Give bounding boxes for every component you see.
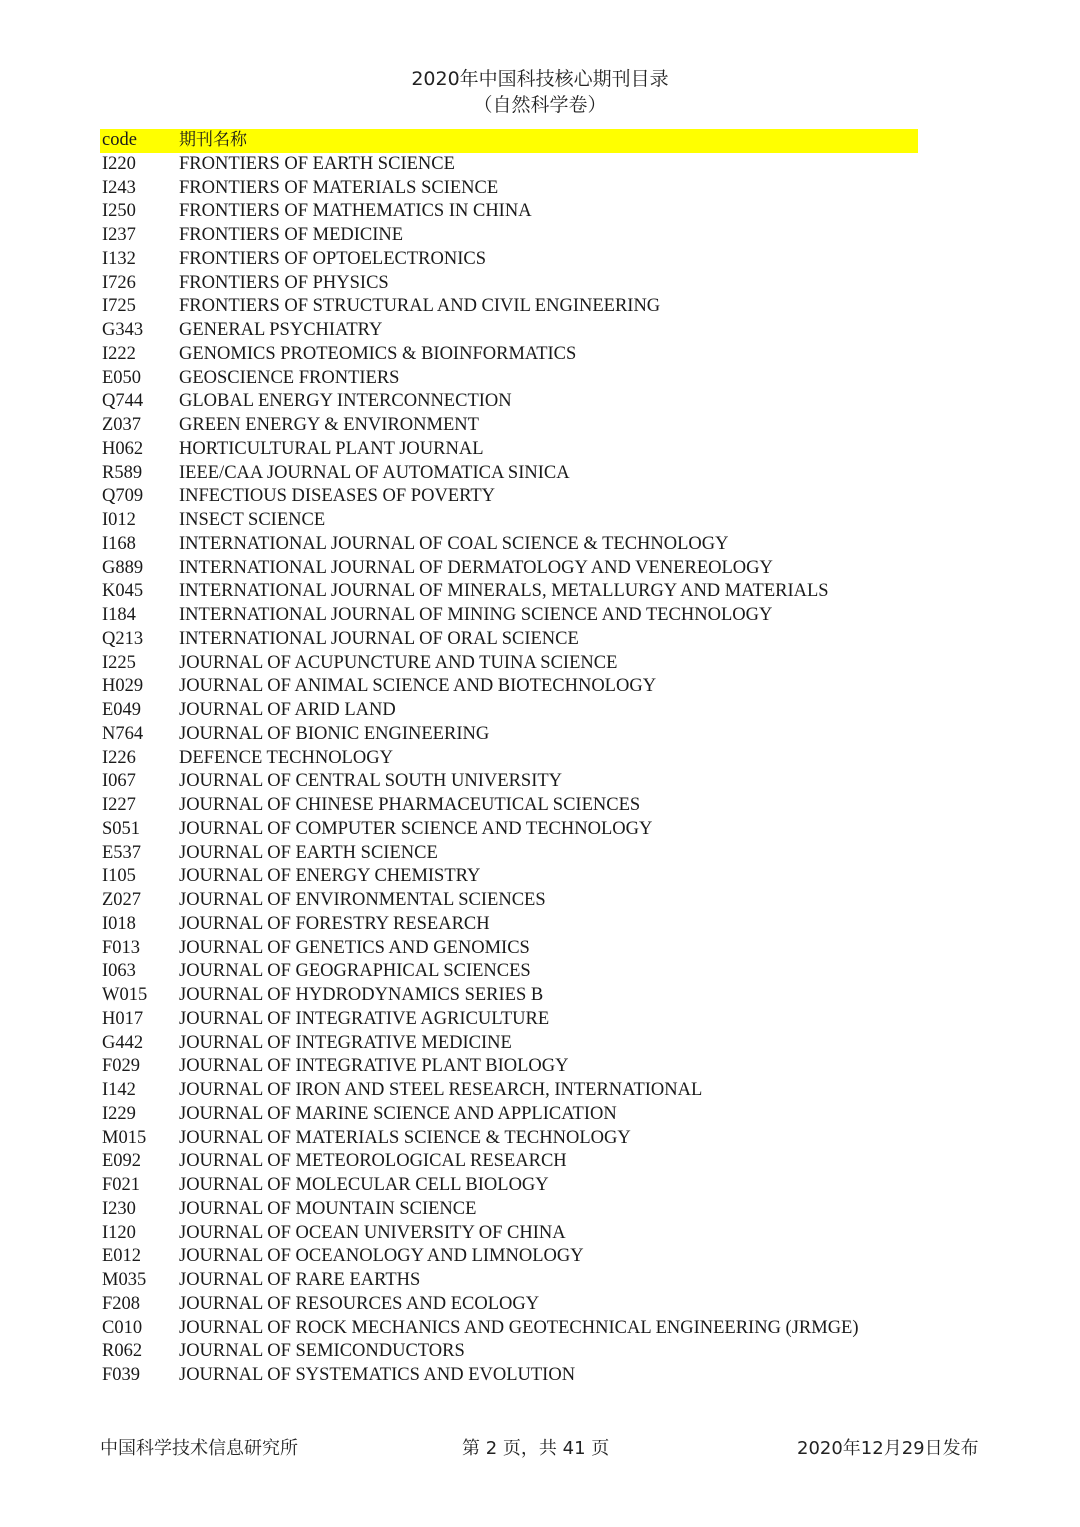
table-row — [100, 1079, 918, 1103]
journal-name: JOURNAL OF OCEAN UNIVERSITY OF CHINA — [179, 1222, 566, 1243]
table-row — [100, 1340, 918, 1364]
column-header-name: 期刊名称 — [179, 130, 247, 150]
table-row — [100, 485, 918, 509]
journal-name: FRONTIERS OF MATHEMATICS IN CHINA — [179, 201, 532, 222]
journal-code: Q213 — [102, 628, 144, 649]
table-row — [100, 200, 918, 224]
table-row — [100, 509, 918, 533]
journal-name: JOURNAL OF BIONIC ENGINEERING — [179, 723, 490, 744]
journal-name: JOURNAL OF MOUNTAIN SCIENCE — [179, 1198, 477, 1219]
table-row — [100, 984, 918, 1008]
table-row — [100, 1008, 918, 1032]
journal-name: FRONTIERS OF EARTH SCIENCE — [179, 153, 455, 174]
journal-code: C010 — [102, 1317, 143, 1338]
journal-code: E050 — [102, 367, 142, 388]
journal-code: I243 — [102, 177, 136, 198]
table-row — [100, 1150, 918, 1174]
journal-name: GREEN ENERGY & ENVIRONMENT — [179, 415, 479, 435]
journal-name: JOURNAL OF GENETICS AND GENOMICS — [179, 937, 530, 958]
table-row — [100, 1317, 918, 1341]
journal-name: JOURNAL OF ARID LAND — [179, 700, 396, 720]
journal-name: JOURNAL OF HYDRODYNAMICS SERIES B — [179, 985, 544, 1005]
table-row — [100, 1032, 918, 1056]
table-row — [100, 367, 918, 391]
table-row — [100, 462, 918, 486]
journal-code: I105 — [102, 866, 136, 887]
journal-name: JOURNAL OF OCEANOLOGY AND LIMNOLOGY — [179, 1246, 584, 1267]
table-row — [100, 818, 918, 842]
table-body — [100, 153, 918, 1388]
table-row — [100, 153, 918, 177]
journal-code: I229 — [102, 1103, 136, 1124]
journal-code: F039 — [102, 1365, 141, 1385]
table-row — [100, 224, 918, 248]
table-row — [100, 1269, 918, 1293]
table-row — [100, 319, 918, 343]
table-row — [100, 1293, 918, 1317]
journal-name: JOURNAL OF ACUPUNCTURE AND TUINA SCIENCE — [179, 652, 618, 673]
table-row — [100, 1245, 918, 1269]
journal-name: JOURNAL OF ANIMAL SCIENCE AND BIOTECHNOLOGY — [179, 676, 657, 697]
journal-code: I250 — [102, 201, 136, 222]
journal-name: JOURNAL OF ENVIRONMENTAL SCIENCES — [179, 890, 546, 910]
journal-name: INFECTIOUS DISEASES OF POVERTY — [179, 486, 495, 507]
table-row — [100, 1222, 918, 1246]
journal-name: FRONTIERS OF PHYSICS — [179, 272, 389, 293]
journal-name: JOURNAL OF RARE EARTHS — [179, 1270, 421, 1290]
journal-name: GEOSCIENCE FRONTIERS — [179, 367, 400, 388]
journal-name: JOURNAL OF MOLECULAR CELL BIOLOGY — [179, 1175, 549, 1195]
table-row — [100, 1103, 918, 1127]
journal-code: G889 — [102, 557, 144, 578]
table-row — [100, 699, 918, 723]
journal-name: INTERNATIONAL JOURNAL OF MINING SCIENCE AND TECHNOLOGY — [179, 605, 773, 625]
journal-code: F013 — [102, 937, 141, 958]
journal-name: JOURNAL OF MATERIALS SCIENCE & TECHNOLOGY — [179, 1127, 631, 1148]
journal-name: GENERAL PSYCHIATRY — [179, 320, 383, 340]
table-row — [100, 889, 918, 913]
journal-code: M015 — [102, 1127, 147, 1148]
column-header-code: code — [102, 130, 137, 150]
table-row — [100, 865, 918, 889]
journal-code: E012 — [102, 1246, 142, 1267]
journal-code: Q744 — [102, 391, 144, 412]
journal-code: H062 — [102, 438, 144, 459]
journal-name: JOURNAL OF RESOURCES AND ECOLOGY — [179, 1293, 540, 1314]
journal-name: INTERNATIONAL JOURNAL OF ORAL SCIENCE — [179, 628, 579, 649]
journal-name: FRONTIERS OF OPTOELECTRONICS — [179, 248, 487, 269]
journal-name: INTERNATIONAL JOURNAL OF DERMATOLOGY AND VENEREOLOGY — [179, 557, 773, 578]
journal-name: JOURNAL OF INTEGRATIVE MEDICINE — [179, 1032, 512, 1053]
journal-name: IEEE/CAA JOURNAL OF AUTOMATICA SINICA — [179, 462, 570, 483]
journal-name: GLOBAL ENERGY INTERCONNECTION — [179, 391, 512, 412]
document-subtitle: （自然科学卷） — [473, 94, 607, 116]
journal-name: FRONTIERS OF MATERIALS SCIENCE — [179, 177, 499, 198]
table-row — [100, 272, 918, 296]
journal-code: E092 — [102, 1151, 142, 1172]
journal-code: S051 — [102, 818, 141, 839]
table-row — [100, 1127, 918, 1151]
table-row — [100, 390, 918, 414]
table-row — [100, 557, 918, 581]
journal-name: JOURNAL OF SYSTEMATICS AND EVOLUTION — [179, 1365, 576, 1385]
journal-name: DEFENCE TECHNOLOGY — [179, 747, 393, 768]
journal-code: I726 — [102, 272, 136, 293]
journal-name: FRONTIERS OF STRUCTURAL AND CIVIL ENGINEERING — [179, 296, 661, 317]
journal-name: JOURNAL OF ROCK MECHANICS AND GEOTECHNICAL ENGINEERING (JRMGE) — [179, 1317, 859, 1338]
journal-code: I222 — [102, 343, 136, 364]
journal-code: I168 — [102, 533, 136, 554]
journal-code: H029 — [102, 676, 144, 697]
table-row — [100, 580, 918, 604]
journal-code: Z027 — [102, 890, 142, 910]
journal-code: F208 — [102, 1293, 141, 1314]
table-row — [100, 747, 918, 771]
journal-code: I230 — [102, 1198, 136, 1219]
journal-name: JOURNAL OF IRON AND STEEL RESEARCH, INTERNATIONAL — [179, 1080, 703, 1100]
table-row — [100, 913, 918, 937]
table-row — [100, 438, 918, 462]
journal-code: I067 — [102, 771, 136, 792]
table-row — [100, 1174, 918, 1198]
table-row — [100, 675, 918, 699]
table-row — [100, 295, 918, 319]
footer-date: 2020年12月29日发布 — [797, 1438, 979, 1459]
journal-code: R589 — [102, 462, 143, 483]
journal-code: Z037 — [102, 415, 142, 435]
journal-code: Q709 — [102, 486, 144, 507]
table-row — [100, 1364, 918, 1388]
journal-name: JOURNAL OF CHINESE PHARMACEUTICAL SCIENCES — [179, 795, 641, 815]
journal-name: JOURNAL OF GEOGRAPHICAL SCIENCES — [179, 961, 531, 982]
journal-name: INTERNATIONAL JOURNAL OF COAL SCIENCE & TECHNOLOGY — [179, 533, 729, 554]
journal-code: M035 — [102, 1270, 147, 1290]
table-row — [100, 1198, 918, 1222]
journal-name: JOURNAL OF MARINE SCIENCE AND APPLICATION — [179, 1103, 617, 1124]
journal-code: W015 — [102, 985, 148, 1005]
journal-name: JOURNAL OF FORESTRY RESEARCH — [179, 913, 490, 934]
journal-code: E049 — [102, 700, 142, 720]
journal-name: JOURNAL OF INTEGRATIVE AGRICULTURE — [179, 1008, 550, 1029]
journal-code: I725 — [102, 296, 136, 317]
journal-code: I132 — [102, 248, 136, 269]
journal-name: JOURNAL OF INTEGRATIVE PLANT BIOLOGY — [179, 1056, 569, 1077]
journal-name: JOURNAL OF ENERGY CHEMISTRY — [179, 866, 481, 887]
journal-name: FRONTIERS OF MEDICINE — [179, 225, 404, 245]
table-row — [100, 177, 918, 201]
journal-code: I227 — [102, 795, 136, 815]
table-header-row — [100, 129, 918, 153]
footer-publisher: 中国科学技术信息研究所 — [100, 1438, 298, 1459]
table-row — [100, 1055, 918, 1079]
table-row — [100, 414, 918, 438]
table-row — [100, 723, 918, 747]
journal-name: INSECT SCIENCE — [179, 510, 326, 530]
journal-code: G442 — [102, 1032, 144, 1053]
journal-code: I226 — [102, 747, 136, 768]
journal-code: I220 — [102, 153, 136, 174]
journal-name: JOURNAL OF EARTH SCIENCE — [179, 842, 438, 863]
table-row — [100, 628, 918, 652]
table-row — [100, 842, 918, 866]
journal-name: JOURNAL OF METEOROLOGICAL RESEARCH — [179, 1151, 567, 1172]
table-row — [100, 248, 918, 272]
journal-name: INTERNATIONAL JOURNAL OF MINERALS, METALLURGY AND MATERIALS — [179, 581, 829, 602]
journal-code: I063 — [102, 961, 136, 982]
table-row — [100, 652, 918, 676]
journal-code: I237 — [102, 225, 136, 245]
journal-name: JOURNAL OF CENTRAL SOUTH UNIVERSITY — [179, 771, 563, 792]
journal-code: F021 — [102, 1175, 141, 1195]
footer-page-info: 第 2 页，共 41 页 — [462, 1438, 610, 1459]
journal-code: F029 — [102, 1056, 141, 1077]
journal-name: JOURNAL OF COMPUTER SCIENCE AND TECHNOLOGY — [179, 818, 653, 839]
table-row — [100, 937, 918, 961]
journal-code: I018 — [102, 913, 136, 934]
journal-name: JOURNAL OF SEMICONDUCTORS — [179, 1341, 465, 1362]
table-row — [100, 770, 918, 794]
journal-name: GENOMICS PROTEOMICS & BIOINFORMATICS — [179, 343, 577, 364]
table-row — [100, 343, 918, 367]
journal-code: I012 — [102, 510, 136, 530]
table-row — [100, 960, 918, 984]
journal-code: G343 — [102, 320, 144, 340]
journal-code: I184 — [102, 605, 136, 625]
journal-table — [100, 129, 918, 1388]
journal-code: N764 — [102, 723, 144, 744]
table-row — [100, 604, 918, 628]
journal-code: I142 — [102, 1080, 136, 1100]
journal-code: R062 — [102, 1341, 143, 1362]
journal-name: HORTICULTURAL PLANT JOURNAL — [179, 438, 484, 459]
document-title: 2020年中国科技核心期刊目录 — [411, 68, 669, 90]
table-row — [100, 533, 918, 557]
journal-code: E537 — [102, 842, 142, 863]
journal-code: H017 — [102, 1008, 144, 1029]
journal-code: I120 — [102, 1222, 136, 1243]
table-row — [100, 794, 918, 818]
journal-code: K045 — [102, 581, 144, 602]
journal-code: I225 — [102, 652, 136, 673]
